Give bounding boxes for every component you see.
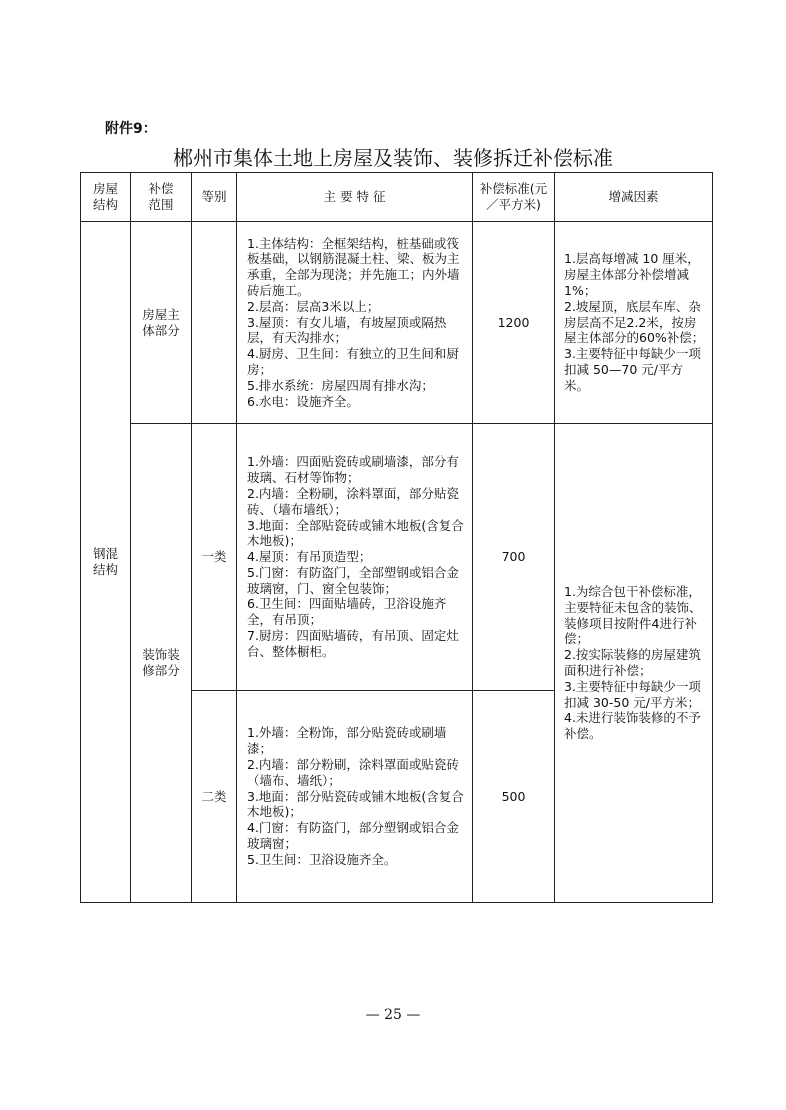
header-row	[81, 173, 713, 222]
header-grade: 等别	[192, 173, 237, 222]
main-body-features: 1.主体结构：全框架结构，桩基础或筏板基础，以钢筋混凝土柱、梁、板为主承重，全部为现浇；并先施工；内外墙砖后施工。 2.层高：层高3米以上； 3.屋顶：有女儿墙，有坡屋顶或隔热层，有天沟排水； 4.厨房、卫生间：有独立的卫生间和厨房； 5.排水系统：房屋四周有排水沟； 6.水电：设施齐全。	[237, 222, 473, 424]
header-features: 主 要 特 征	[237, 173, 473, 222]
main-body-factors: 1.层高每增减 10 厘米，房屋主体部分补偿增减1%； 2.坡屋顶，底层车库、杂房层高不足2.2米，按房屋主体部分的60%补偿； 3.主要特征中每缺少一项扣减 50—70 元/平方米。	[555, 222, 713, 424]
main-body-grade	[192, 222, 237, 424]
compensation-table	[80, 172, 713, 903]
grade2-standard: 500	[473, 691, 555, 903]
page-number: — 25 —	[365, 1007, 421, 1023]
grade1-features: 1.外墙：四面贴瓷砖或刷墙漆，部分有玻璃、石材等饰物； 2.内墙：全粉刷，涂料罩面，部分贴瓷砖、（墙布墙纸）； 3.地面：全部贴瓷砖或铺木地板(含复合木地板)； 4.屋顶：有吊顶造型； 5.门窗：有防盗门，全部塑钢或铝合金玻璃窗，门、窗全包装饰； 6.卫生间：四面贴墙砖，卫浴设施齐全，有吊顶； 7.厨房：四面贴墙砖，有吊顶、固定灶台、整体橱柜。	[237, 424, 473, 691]
header-scope: 补偿范围	[131, 173, 192, 222]
attachment-label: 附件9：	[105, 121, 157, 137]
header-factors: 增减因素	[555, 173, 713, 222]
decoration-factors: 1.为综合包干补偿标准，主要特征未包含的装饰、装修项目按附件4进行补偿； 2.按实际装修的房屋建筑面积进行补偿； 3.主要特征中每缺少一项扣减 30-50 元/平方米； 4.未进行装饰装修的不予补偿。	[555, 424, 713, 903]
main-body-row	[81, 222, 713, 424]
grade2-features: 1.外墙：全粉饰，部分贴瓷砖或刷墙漆； 2.内墙：部分粉刷，涂料罩面或贴瓷砖（墙布、墙纸）； 3.地面：部分贴瓷砖或铺木地板(含复合木地板)； 4.门窗：有防盗门，部分塑钢或铝合金玻璃窗； 5.卫生间：卫浴设施齐全。	[237, 691, 473, 903]
structure-cell: 钢混结构	[81, 222, 131, 903]
grade1-standard: 700	[473, 424, 555, 691]
decoration-scope: 装饰装修部分	[131, 424, 192, 903]
header-structure: 房屋结构	[81, 173, 131, 222]
header-standard: 补偿标准(元／平方米)	[473, 173, 555, 222]
main-body-standard: 1200	[473, 222, 555, 424]
page-title: 郴州市集体土地上房屋及装饰、装修拆迁补偿标准	[173, 146, 613, 170]
grade1-row	[81, 424, 713, 691]
grade1-label: 一类	[192, 424, 237, 691]
grade2-label: 二类	[192, 691, 237, 903]
main-body-scope: 房屋主体部分	[131, 222, 192, 424]
